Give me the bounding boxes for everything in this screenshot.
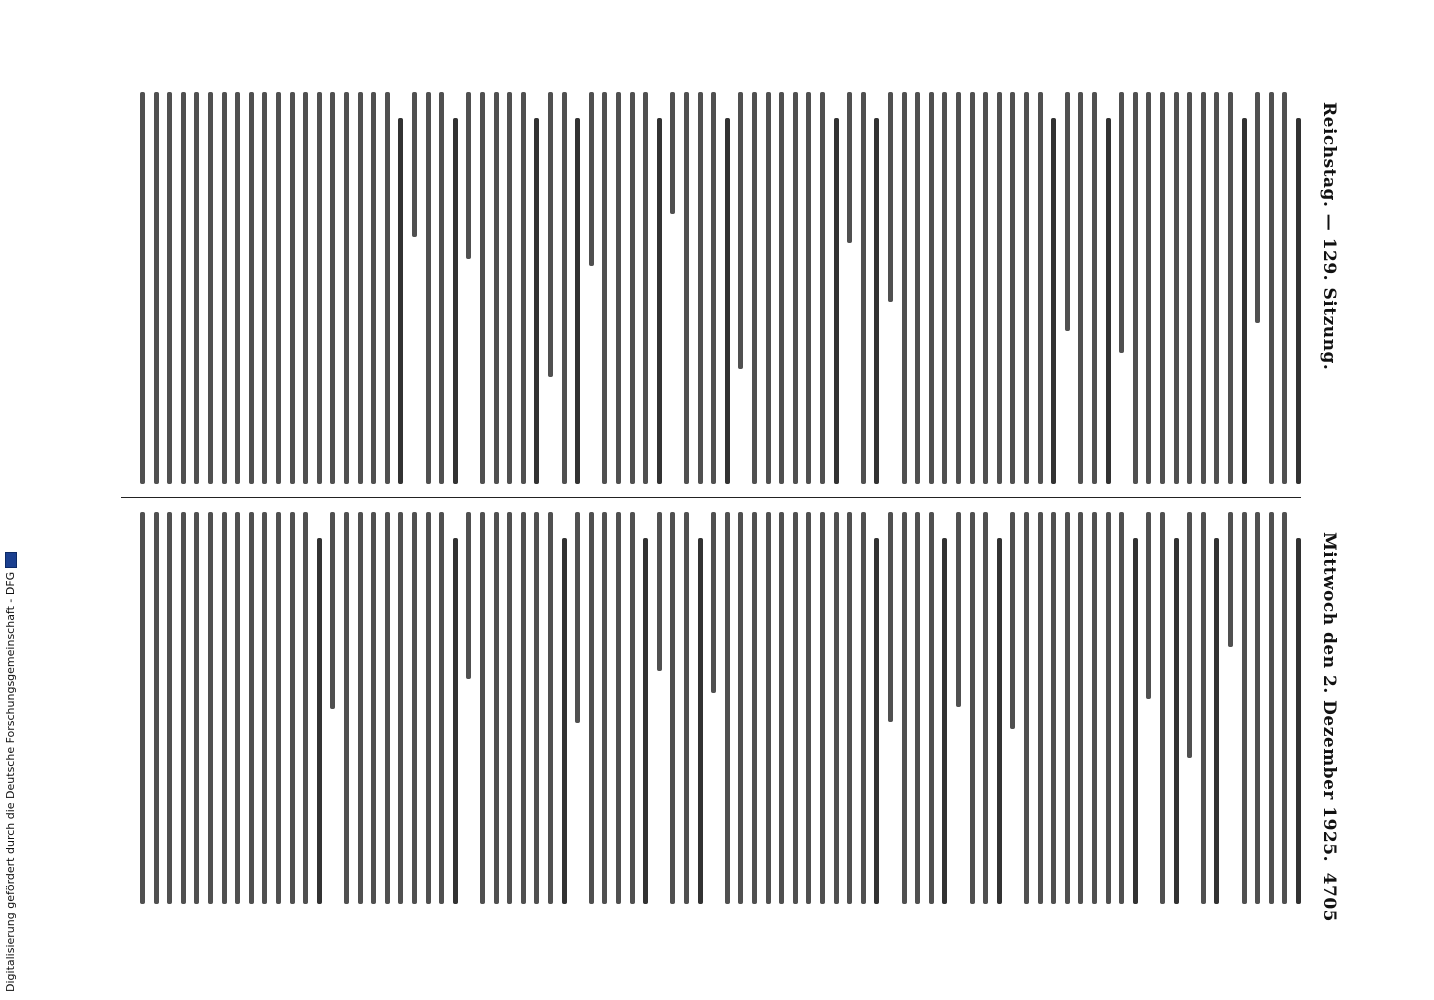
text-line [453, 118, 458, 484]
text-line [1214, 92, 1219, 484]
text-line [1296, 118, 1301, 484]
text-line [630, 92, 635, 484]
text-line [303, 92, 308, 484]
text-line [262, 512, 267, 904]
text-line [1119, 92, 1124, 353]
text-line [398, 118, 403, 484]
text-line [670, 512, 675, 904]
text-line [630, 512, 635, 904]
text-line [847, 512, 852, 904]
text-line [1092, 512, 1097, 904]
text-line [344, 512, 349, 904]
text-line [1133, 538, 1138, 904]
text-line [1214, 538, 1219, 904]
text-line [983, 512, 988, 904]
text-line [942, 92, 947, 484]
text-column-left [121, 92, 1301, 484]
text-line [330, 92, 335, 484]
text-line [766, 512, 771, 904]
text-line [1010, 92, 1015, 484]
text-line [1065, 92, 1070, 331]
text-line [1024, 512, 1029, 904]
text-line [494, 92, 499, 484]
text-line [507, 92, 512, 484]
text-line [1106, 512, 1111, 904]
text-line [793, 512, 798, 904]
text-line [249, 512, 254, 904]
text-line [806, 512, 811, 904]
text-line [861, 92, 866, 484]
text-line [235, 512, 240, 904]
text-line [956, 512, 961, 707]
text-line [1201, 92, 1206, 484]
text-line [752, 512, 757, 904]
text-line [222, 512, 227, 904]
text-line [494, 512, 499, 904]
text-line [208, 512, 213, 904]
text-line [140, 512, 145, 904]
text-line [1242, 512, 1247, 904]
text-line [657, 118, 662, 484]
text-line [793, 92, 798, 484]
text-line [235, 92, 240, 484]
text-line [766, 92, 771, 484]
page-number: 4705 [1319, 872, 1339, 922]
text-line [711, 512, 716, 693]
text-line [521, 92, 526, 484]
text-line [1296, 538, 1301, 904]
text-line [970, 512, 975, 904]
text-line [834, 118, 839, 484]
text-line [1078, 512, 1083, 904]
text-line [1255, 92, 1260, 323]
text-line [902, 92, 907, 484]
text-line [1106, 118, 1111, 484]
text-line [167, 92, 172, 484]
text-line [874, 118, 879, 484]
text-line [1187, 512, 1192, 758]
digitization-notice: Digitalisierung gefördert durch die Deutsche Forschungsgemeinschaft - DFG [4, 592, 18, 992]
text-line [548, 92, 553, 377]
header-date: Mittwoch den 2. Dezember 1925. [1319, 531, 1339, 862]
text-line [874, 538, 879, 904]
text-line [616, 92, 621, 484]
text-line [970, 92, 975, 484]
text-line [779, 512, 784, 904]
text-line [371, 92, 376, 484]
text-line [562, 92, 567, 484]
text-line [657, 512, 662, 671]
header-title: Reichstag. — 129. Sitzung. [1319, 102, 1339, 371]
text-line [507, 512, 512, 904]
text-line [820, 92, 825, 484]
text-line [1228, 512, 1233, 647]
text-line [344, 92, 349, 484]
text-line [1174, 538, 1179, 904]
text-line [412, 512, 417, 904]
text-line [1146, 92, 1151, 484]
text-line [398, 512, 403, 904]
text-line [997, 92, 1002, 484]
text-line [602, 512, 607, 904]
text-line [1187, 92, 1192, 484]
text-line [956, 92, 961, 484]
text-line [1174, 92, 1179, 484]
text-line [1078, 92, 1083, 484]
text-line [181, 92, 186, 484]
text-line [466, 92, 471, 259]
text-line [1065, 512, 1070, 904]
text-line [929, 92, 934, 484]
text-line [167, 512, 172, 904]
text-line [1201, 512, 1206, 904]
text-line [915, 92, 920, 484]
text-line [752, 92, 757, 484]
text-line [861, 512, 866, 904]
text-line [439, 512, 444, 904]
text-line [684, 512, 689, 904]
text-line [670, 92, 675, 214]
text-line [385, 92, 390, 484]
text-line [1133, 92, 1138, 484]
text-line [154, 92, 159, 484]
text-line [262, 92, 267, 484]
text-line [562, 538, 567, 904]
text-line [480, 92, 485, 484]
rotated-page-content [115, 92, 1345, 922]
text-line [1269, 92, 1274, 484]
text-line [1160, 512, 1165, 904]
text-line [194, 512, 199, 904]
text-line [480, 512, 485, 904]
text-line [412, 92, 417, 237]
text-line [725, 118, 730, 484]
dfg-logo-icon [5, 552, 17, 568]
text-line [276, 92, 281, 484]
text-line [317, 538, 322, 904]
text-line [1228, 92, 1233, 484]
text-line [847, 92, 852, 243]
text-line [820, 512, 825, 904]
text-line [888, 92, 893, 302]
text-line [317, 92, 322, 484]
text-line [643, 538, 648, 904]
text-line [194, 92, 199, 484]
text-line [290, 92, 295, 484]
text-line [983, 92, 988, 484]
text-line [1146, 512, 1151, 699]
text-line [779, 92, 784, 484]
text-line [902, 512, 907, 904]
text-line [738, 92, 743, 369]
text-column-right [121, 512, 1301, 904]
text-line [643, 92, 648, 484]
text-line [1051, 512, 1056, 904]
text-line [1010, 512, 1015, 729]
text-line [303, 512, 308, 904]
text-line [439, 92, 444, 484]
text-line [426, 512, 431, 904]
text-line [385, 512, 390, 904]
text-line [698, 92, 703, 484]
text-line [738, 512, 743, 904]
text-line [330, 512, 335, 709]
text-line [548, 512, 553, 904]
text-line [1024, 92, 1029, 484]
text-line [140, 92, 145, 484]
text-line [534, 118, 539, 484]
text-line [806, 92, 811, 484]
text-line [1092, 92, 1097, 484]
text-line [711, 92, 716, 484]
text-line [602, 92, 607, 484]
page-header [1309, 92, 1345, 922]
text-line [290, 512, 295, 904]
text-line [915, 512, 920, 904]
text-line [466, 512, 471, 679]
text-line [1255, 512, 1260, 904]
text-line [942, 538, 947, 904]
text-line [154, 512, 159, 904]
column-divider [121, 497, 1301, 498]
text-line [616, 512, 621, 904]
text-line [1119, 512, 1124, 904]
text-line [997, 538, 1002, 904]
text-line [698, 538, 703, 904]
text-line [181, 512, 186, 904]
text-line [888, 512, 893, 722]
text-line [358, 512, 363, 904]
text-line [1282, 92, 1287, 484]
text-line [589, 92, 594, 266]
text-line [249, 92, 254, 484]
text-line [371, 512, 376, 904]
text-line [426, 92, 431, 484]
text-line [1038, 92, 1043, 484]
text-line [589, 512, 594, 904]
text-line [208, 92, 213, 484]
text-line [1051, 118, 1056, 484]
text-line [575, 118, 580, 484]
text-line [534, 512, 539, 904]
text-line [929, 512, 934, 904]
text-line [453, 538, 458, 904]
text-line [684, 92, 689, 484]
text-line [1282, 512, 1287, 904]
text-line [358, 92, 363, 484]
text-line [276, 512, 281, 904]
text-line [1160, 92, 1165, 484]
text-line [1038, 512, 1043, 904]
text-line [1269, 512, 1274, 904]
text-line [521, 512, 526, 904]
text-line [725, 512, 730, 904]
text-line [575, 512, 580, 723]
text-line [222, 92, 227, 484]
text-line [1242, 118, 1247, 484]
text-line [834, 512, 839, 904]
